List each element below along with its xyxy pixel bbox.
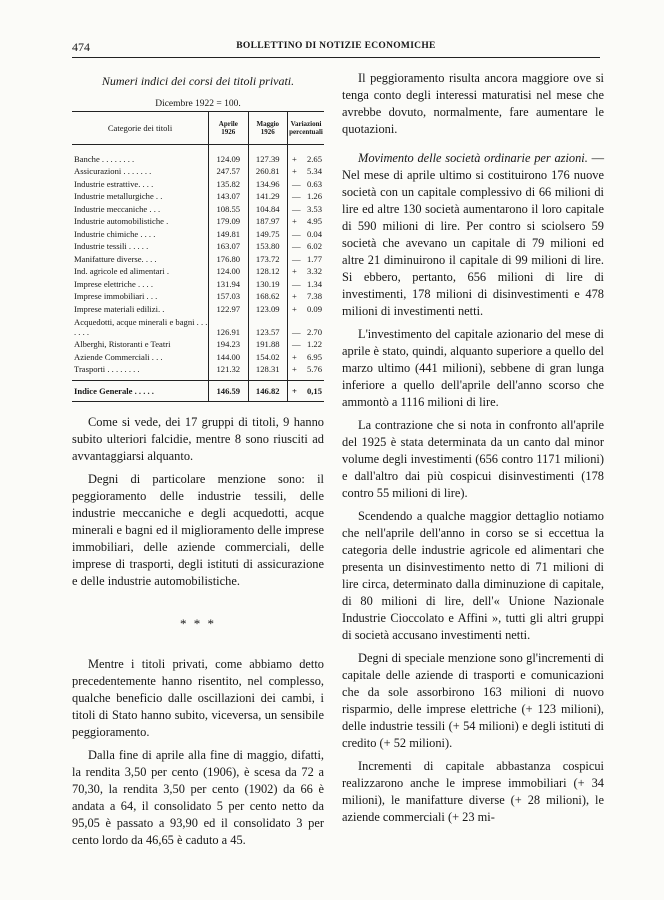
paragraph: Mentre i titoli privati, come abbiamo detto precedentemente hanno risentito, nel complesso, qualche beneficio dalle oscillazioni dei cambi, i titoli di Stato hanno subito, viceversa, un sensibile peggioramento. xyxy=(72,657,324,739)
table-row: Aziende Commerciali . . . 144.00 154.02 + 6.95 xyxy=(72,349,324,362)
table-row: Manifatture diverse. . . . 176.80 173.72 — 1.77 xyxy=(72,251,324,264)
table-row: Industrie automobilistiche . 179.09 187.97 + 4.95 xyxy=(72,214,324,227)
table-total-row: Indice Generale . . . . . 146.59 146.82 + 0,15 xyxy=(72,381,324,402)
paragraph: Come si vede, dei 17 gruppi di titoli, 9 hanno subito ulteriori falcidie, mentre 8 sono riusciti ad avvantaggiarsi alquanto. xyxy=(72,415,324,463)
table-title: Numeri indici dei corsi dei titoli privati. xyxy=(101,74,295,88)
paragraph: L'investimento del capitale azionario del mese di aprile è stato, quindi, alquanto superiore a quello del marzo ultimo (441 milioni), sebbene di gran lunga inferiore a quello dell'aprile dell'anno scorso che ammontò a 1116 milioni di lire. xyxy=(342,327,604,409)
table-row: Industrie metallurgiche . . 143.07 141.29 — 1.26 xyxy=(72,189,324,202)
table-row: Imprese materiali edilizi. . 122.97 123.09 + 0.09 xyxy=(72,301,324,314)
left-column xyxy=(72,70,324,849)
table-row: Imprese immobiliari . . . 157.03 168.62 + 7.38 xyxy=(72,289,324,302)
table-row: Industrie estrattive. . . . 135.82 134.96 — 0.63 xyxy=(72,176,324,189)
table-row: Trasporti . . . . . . . . 121.32 128.31 + 5.76 xyxy=(72,362,324,375)
paragraph: Degni di speciale menzione sono gl'incrementi di capitale delle aziende di trasporti e comunicazioni che da sole assorbirono 163 milioni di nuovo risparmio, delle imprese elettriche (+ 123 milioni), delle industrie tessili (+ 54 milioni) e degli istituti di credito (+ 52 milioni). xyxy=(342,651,604,750)
paragraph: Dalla fine di aprile alla fine di maggio, difatti, la rendita 3,50 per cento (1906), è scesa da 72 a 70,30, la rendita 3,50 per cento (1902) da 66 è andata a 64, il consolidato 5 per cento netto da 95,05 è passato a 93,90 ed il consolidato 3 per cento lordo da 46,65 è caduto a 45. xyxy=(72,748,324,847)
header-category: Categorie dei titoli xyxy=(72,112,209,145)
section-separator: * * * xyxy=(180,616,216,631)
header-rule xyxy=(72,57,600,58)
section-title: Movimento delle società ordinarie per azioni. xyxy=(358,151,588,165)
table-row: Acquedotti, acque minerali e bagni . . . . . . . 126.91 123.57 — 2.70 xyxy=(72,314,324,337)
header-variation: Variazioni percentuali xyxy=(287,112,324,145)
table-row: Imprese elettriche . . . . 131.94 130.19 — 1.34 xyxy=(72,276,324,289)
paragraph: Incrementi di capitale abbastanza cospicui realizzarono anche le imprese immobiliari (+ 34 milioni), le manifatture diverse (+ 28 milioni), le aziende commerciali (+ 23 mi- xyxy=(342,759,604,824)
table-row: Ind. agricole ed alimentari . 124.00 128.12 + 3.32 xyxy=(72,264,324,277)
index-table xyxy=(72,111,324,402)
paragraph: Movimento delle società ordinarie per azioni. — Nel mese di aprile ultimo si costituirono 176 nuove società con un capitale complessivo di 66 milioni di lire ed altre 130 società aumentarono il loro capitale di 590 milioni di lire. Per contro si sciolsero 59 società che avevano un capitale di 79 milioni ed altre 21 diminuirono il capitale di 99 milioni di lire. Si ebbero, pertanto, 656 milioni di lire di investimenti, 178 milioni di disinvestimenti e 478 milioni di investimenti netti. xyxy=(342,151,604,318)
table-subtitle: Dicembre 1922 = 100. xyxy=(155,99,241,109)
page-header xyxy=(72,40,600,56)
table-row: Banche . . . . . . . . 124.09 127.39 + 2.65 xyxy=(72,151,324,164)
paragraph: Scendendo a qualche maggior dettaglio notiamo che nell'aprile dell'anno in corso se si eccettua la categoria delle industrie agricole ed alimentari che presenta un disinvestimento netto di 71 milioni di lire circa, determinato dalla diminuzione di capitale, di 80 milioni di lire, dell'« Unione Nazionale Industrie Cioccolato e Affini », tutti gli altri gruppi di società accusano investimenti netti. xyxy=(342,509,604,642)
header-may: Maggio 1926 xyxy=(248,112,287,145)
header-april: Aprile 1926 xyxy=(209,112,248,145)
table-row: Industrie meccaniche . . . 108.55 104.84 — 3.53 xyxy=(72,201,324,214)
table-row: Industrie tessili . . . . . 163.07 153.80 — 6.02 xyxy=(72,239,324,252)
page-number: 474 xyxy=(72,40,90,54)
paragraph: Il peggioramento risulta ancora maggiore ove si tenga conto degli interessi maturatisi nel mese che avrebbe dovuto, normalmente, fare aumentare le quotazioni. xyxy=(342,71,604,136)
paragraph: La contrazione che si nota in confronto all'aprile del 1925 è stata determinata da un canto dal minor volume degli investimenti (656 contro 1171 milioni) e dall'altro dai più cospicui disinvestimenti (178 contro 55 milioni di lire). xyxy=(342,418,604,500)
table-header-row xyxy=(72,112,324,145)
right-column xyxy=(342,70,604,826)
running-title: BOLLETTINO DI NOTIZIE ECONOMICHE xyxy=(236,41,436,51)
table-row: Assicurazioni . . . . . . . 247.57 260.81 + 5.34 xyxy=(72,164,324,177)
table-row: Alberghi, Ristoranti e Teatri 194.23 191.88 — 1.22 xyxy=(72,337,324,350)
paragraph: Degni di particolare menzione sono: il peggioramento delle industrie tessili, delle industrie meccaniche e degli acquedotti, acque minerali e bagni ed il miglioramento delle imprese immobiliari, delle aziende commerciali, delle imprese di trasporti, degli istituti di assicurazione e delle industrie automobilistiche. xyxy=(72,472,324,588)
table-row: Industrie chimiche . . . . 149.81 149.75 — 0.04 xyxy=(72,226,324,239)
